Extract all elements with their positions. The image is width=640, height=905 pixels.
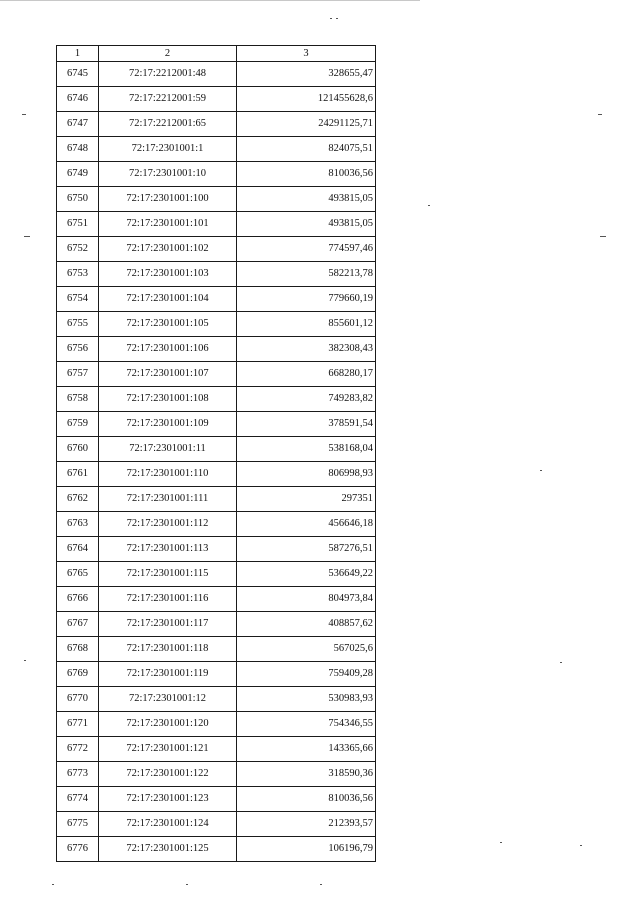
cadastral-number-cell: 72:17:2301001:125	[99, 837, 237, 862]
table-row	[57, 537, 376, 562]
cadastral-number-cell: 72:17:2212001:48	[99, 62, 237, 87]
table-row	[57, 612, 376, 637]
row-number-cell: 6763	[57, 512, 99, 537]
row-number-cell: 6760	[57, 437, 99, 462]
scan-speck	[600, 236, 606, 237]
table-row	[57, 262, 376, 287]
table-row	[57, 687, 376, 712]
scan-speck	[500, 842, 502, 843]
table-row	[57, 412, 376, 437]
cadastral-number-cell: 72:17:2301001:113	[99, 537, 237, 562]
cadastral-number-cell: 72:17:2301001:108	[99, 387, 237, 412]
value-cell: 382308,43	[237, 337, 376, 362]
row-number-cell: 6762	[57, 487, 99, 512]
value-cell: 587276,51	[237, 537, 376, 562]
value-cell: 121455628,6	[237, 87, 376, 112]
cadastral-number-cell: 72:17:2212001:59	[99, 87, 237, 112]
cadastral-number-cell: 72:17:2301001:103	[99, 262, 237, 287]
column-header-2: 2	[99, 46, 237, 62]
value-cell: 378591,54	[237, 412, 376, 437]
table-row	[57, 362, 376, 387]
column-header-3: 3	[237, 46, 376, 62]
scan-speck	[320, 884, 322, 885]
scan-speck	[24, 660, 26, 661]
cadastral-number-cell: 72:17:2301001:111	[99, 487, 237, 512]
header-row	[57, 46, 376, 62]
scan-speck	[580, 845, 582, 846]
table-row	[57, 712, 376, 737]
table-row	[57, 787, 376, 812]
value-cell: 754346,55	[237, 712, 376, 737]
row-number-cell: 6745	[57, 62, 99, 87]
value-cell: 408857,62	[237, 612, 376, 637]
value-cell: 804973,84	[237, 587, 376, 612]
table-header	[57, 46, 376, 62]
table-row	[57, 187, 376, 212]
cadastral-number-cell: 72:17:2301001:121	[99, 737, 237, 762]
table-row	[57, 462, 376, 487]
cadastral-number-cell: 72:17:2301001:1	[99, 137, 237, 162]
table-row	[57, 512, 376, 537]
cadastral-table	[56, 45, 376, 862]
scan-speck	[540, 470, 542, 471]
row-number-cell: 6754	[57, 287, 99, 312]
row-number-cell: 6751	[57, 212, 99, 237]
value-cell: 806998,93	[237, 462, 376, 487]
row-number-cell: 6748	[57, 137, 99, 162]
value-cell: 536649,22	[237, 562, 376, 587]
row-number-cell: 6767	[57, 612, 99, 637]
value-cell: 456646,18	[237, 512, 376, 537]
row-number-cell: 6746	[57, 87, 99, 112]
value-cell: 538168,04	[237, 437, 376, 462]
row-number-cell: 6774	[57, 787, 99, 812]
cadastral-number-cell: 72:17:2301001:10	[99, 162, 237, 187]
row-number-cell: 6755	[57, 312, 99, 337]
row-number-cell: 6765	[57, 562, 99, 587]
table-row	[57, 237, 376, 262]
table-row	[57, 662, 376, 687]
row-number-cell: 6775	[57, 812, 99, 837]
scan-speck	[428, 205, 430, 206]
value-cell: 106196,79	[237, 837, 376, 862]
cadastral-number-cell: 72:17:2301001:11	[99, 437, 237, 462]
cadastral-number-cell: 72:17:2212001:65	[99, 112, 237, 137]
row-number-cell: 6758	[57, 387, 99, 412]
table-row	[57, 387, 376, 412]
cadastral-number-cell: 72:17:2301001:100	[99, 187, 237, 212]
row-number-cell: 6761	[57, 462, 99, 487]
scan-speck	[336, 18, 338, 19]
cadastral-number-cell: 72:17:2301001:105	[99, 312, 237, 337]
table-row	[57, 437, 376, 462]
value-cell: 297351	[237, 487, 376, 512]
table-row	[57, 762, 376, 787]
value-cell: 810036,56	[237, 787, 376, 812]
cadastral-number-cell: 72:17:2301001:124	[99, 812, 237, 837]
table-row	[57, 112, 376, 137]
table-row	[57, 487, 376, 512]
table-row	[57, 637, 376, 662]
table-row	[57, 212, 376, 237]
table-row	[57, 337, 376, 362]
cadastral-number-cell: 72:17:2301001:104	[99, 287, 237, 312]
cadastral-number-cell: 72:17:2301001:101	[99, 212, 237, 237]
value-cell: 749283,82	[237, 387, 376, 412]
value-cell: 530983,93	[237, 687, 376, 712]
cadastral-number-cell: 72:17:2301001:119	[99, 662, 237, 687]
cadastral-number-cell: 72:17:2301001:116	[99, 587, 237, 612]
table-row	[57, 562, 376, 587]
value-cell: 774597,46	[237, 237, 376, 262]
scan-speck	[560, 662, 562, 663]
value-cell: 493815,05	[237, 187, 376, 212]
row-number-cell: 6753	[57, 262, 99, 287]
scan-speck	[24, 236, 30, 237]
value-cell: 318590,36	[237, 762, 376, 787]
scan-speck	[22, 114, 26, 115]
row-number-cell: 6771	[57, 712, 99, 737]
value-cell: 668280,17	[237, 362, 376, 387]
table-row	[57, 587, 376, 612]
row-number-cell: 6749	[57, 162, 99, 187]
value-cell: 779660,19	[237, 287, 376, 312]
scan-speck	[330, 18, 332, 19]
table-row	[57, 837, 376, 862]
row-number-cell: 6747	[57, 112, 99, 137]
cadastral-number-cell: 72:17:2301001:122	[99, 762, 237, 787]
row-number-cell: 6750	[57, 187, 99, 212]
value-cell: 328655,47	[237, 62, 376, 87]
table-row	[57, 737, 376, 762]
value-cell: 824075,51	[237, 137, 376, 162]
cadastral-number-cell: 72:17:2301001:109	[99, 412, 237, 437]
table-row	[57, 87, 376, 112]
row-number-cell: 6752	[57, 237, 99, 262]
row-number-cell: 6764	[57, 537, 99, 562]
table-row	[57, 137, 376, 162]
cadastral-number-cell: 72:17:2301001:112	[99, 512, 237, 537]
cadastral-number-cell: 72:17:2301001:102	[99, 237, 237, 262]
row-number-cell: 6772	[57, 737, 99, 762]
row-number-cell: 6756	[57, 337, 99, 362]
row-number-cell: 6776	[57, 837, 99, 862]
table-row	[57, 62, 376, 87]
table-row	[57, 312, 376, 337]
scan-speck	[52, 884, 54, 885]
scan-speck	[598, 114, 602, 115]
value-cell: 759409,28	[237, 662, 376, 687]
value-cell: 493815,05	[237, 212, 376, 237]
row-number-cell: 6759	[57, 412, 99, 437]
column-header-1: 1	[57, 46, 99, 62]
cadastral-number-cell: 72:17:2301001:12	[99, 687, 237, 712]
table-row	[57, 287, 376, 312]
table-row	[57, 162, 376, 187]
scan-speck	[186, 884, 188, 885]
cadastral-number-cell: 72:17:2301001:118	[99, 637, 237, 662]
row-number-cell: 6773	[57, 762, 99, 787]
row-number-cell: 6768	[57, 637, 99, 662]
row-number-cell: 6769	[57, 662, 99, 687]
cadastral-number-cell: 72:17:2301001:106	[99, 337, 237, 362]
value-cell: 855601,12	[237, 312, 376, 337]
value-cell: 24291125,71	[237, 112, 376, 137]
cadastral-number-cell: 72:17:2301001:123	[99, 787, 237, 812]
cadastral-number-cell: 72:17:2301001:115	[99, 562, 237, 587]
value-cell: 143365,66	[237, 737, 376, 762]
row-number-cell: 6770	[57, 687, 99, 712]
row-number-cell: 6766	[57, 587, 99, 612]
value-cell: 212393,57	[237, 812, 376, 837]
cadastral-number-cell: 72:17:2301001:107	[99, 362, 237, 387]
cadastral-number-cell: 72:17:2301001:120	[99, 712, 237, 737]
value-cell: 810036,56	[237, 162, 376, 187]
table-row	[57, 812, 376, 837]
cadastral-number-cell: 72:17:2301001:117	[99, 612, 237, 637]
top-rule	[0, 0, 420, 1]
value-cell: 582213,78	[237, 262, 376, 287]
cadastral-number-cell: 72:17:2301001:110	[99, 462, 237, 487]
row-number-cell: 6757	[57, 362, 99, 387]
value-cell: 567025,6	[237, 637, 376, 662]
table-body	[57, 62, 376, 862]
